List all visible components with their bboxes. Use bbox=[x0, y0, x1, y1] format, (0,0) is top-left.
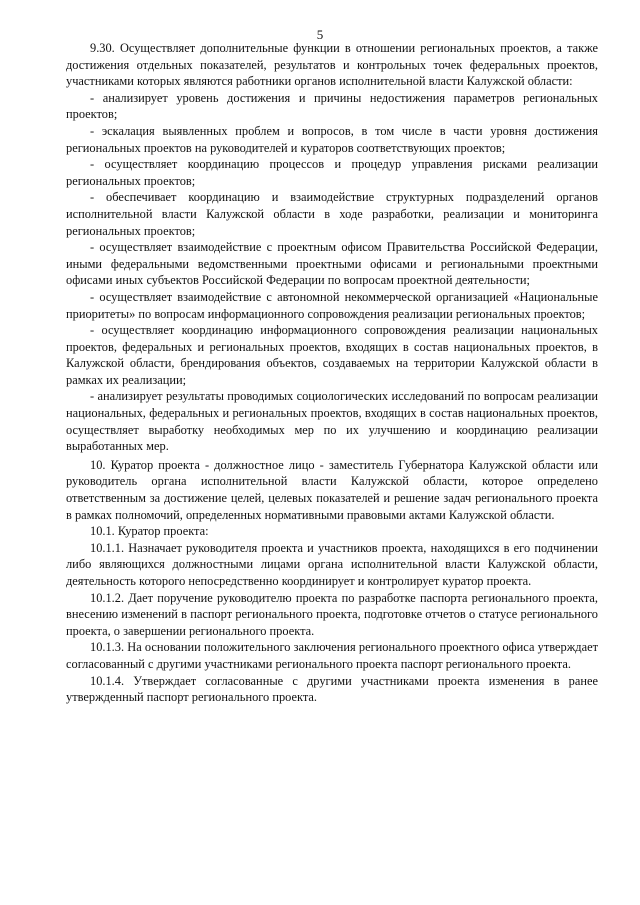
document-body bbox=[66, 40, 598, 706]
list-item: - анализирует результаты проводимых социологических исследований по вопросам реализации национальных, федеральных и региональных проектов, входящих в состав национальных проектов, осуществляет выработку необходимых мер по их улучшению и координацию реализации выработанных мер. bbox=[66, 389, 598, 454]
paragraph-10-1-1: 10.1.1. Назначает руководителя проекта и участников проекта, находящихся в его подчинении либо являющихся должностными лицами органа исполнительной власти Калужской области, деятельность которого непосредственно координирует и контролирует куратор проекта. bbox=[66, 540, 598, 588]
list-item: - эскалация выявленных проблем и вопросов, в том числе в части уровня достижения региональных проектов на руководителей и кураторов соответствующих проектов; bbox=[66, 123, 598, 155]
paragraph-10-1-2: 10.1.2. Дает поручение руководителю проекта по разработке паспорта регионального проекта, внесению изменений в паспорт регионального проекта, подготовке отчетов о статусе регионального проекта, о завершении регионального проекта. bbox=[66, 590, 598, 638]
paragraph-10-1-3: 10.1.3. На основании положительного заключения регионального проектного офиса утверждает согласованный с другими участниками регионального проекта паспорт регионального проекта. bbox=[66, 640, 598, 671]
paragraph-10-1-4: 10.1.4. Утверждает согласованные с другими участниками проекта изменения в ранее утвержденный паспорт регионального проекта. bbox=[66, 673, 598, 705]
paragraph-9-30: 9.30. Осуществляет дополнительные функции в отношении региональных проектов, а также достижения отдельных показателей, результатов и контрольных точек федеральных проектов, участниками которых являются работники органов исполнительной власти Калужской области: bbox=[66, 41, 598, 89]
list-item: - осуществляет взаимодействие с проектным офисом Правительства Российской Федерации, иными федеральными ведомственными проектными офисами и региональными проектными офисами иных субъектов Российской Федерации по вопросам проектной деятельности; bbox=[66, 240, 598, 288]
list-item: - осуществляет взаимодействие с автономной некоммерческой организацией «Национальные приоритеты» по вопросам информационного сопровождения реализации региональных проектов; bbox=[66, 289, 598, 321]
list-item: - осуществляет координацию информационного сопровождения реализации национальных проектов, федеральных и региональных проектов, входящих в состав национальных проектов, в Калужской области, брендирования объектов, создаваемых на территории Калужской области в рамках их реализации; bbox=[66, 323, 598, 387]
list-item: - анализирует уровень достижения и причины недостижения параметров региональных проектов; bbox=[66, 90, 598, 122]
list-item: - осуществляет координацию процессов и процедур управления рисками реализации региональных проектов; bbox=[66, 157, 598, 188]
page-number: 5 bbox=[316, 27, 324, 42]
paragraph-10-1: 10.1. Куратор проекта: bbox=[90, 524, 209, 539]
paragraph-10: 10. Куратор проекта - должностное лицо - заместитель Губернатора Калужской области или руководитель органа исполнительной власти Калужской области, которое определено ответственным за достижение целей, целевых показателей и решение задач регионального проекта в рамках полномочий, определенных нормативными правовыми актами Калужской области. bbox=[66, 457, 598, 522]
list-item: - обеспечивает координацию и взаимодействие структурных подразделений органов исполнительной власти Калужской области в ходе разработки, реализации и мониторинга региональных проектов; bbox=[66, 190, 598, 238]
